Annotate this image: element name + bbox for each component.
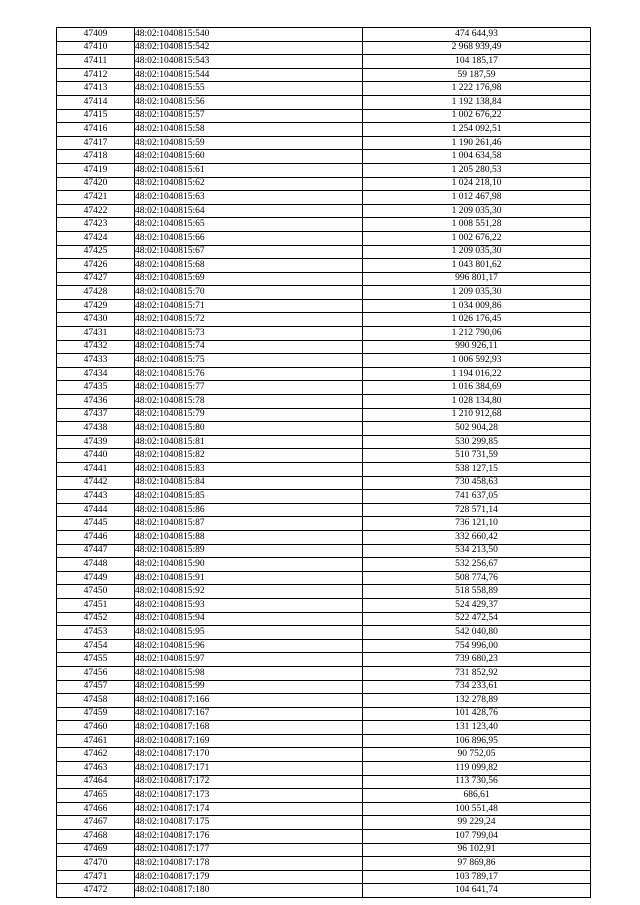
table-row — [57, 544, 591, 558]
cadastral-value-cell: 996 801,17 — [363, 272, 591, 286]
cadastral-number-cell: 48:02:1040815:82 — [135, 449, 363, 463]
cadastral-number-cell: 48:02:1040815:540 — [135, 28, 363, 42]
cadastral-value-cell: 530 299,85 — [363, 435, 591, 449]
row-number-cell: 47411 — [57, 55, 135, 69]
table-row — [57, 41, 591, 55]
cadastral-number-cell: 48:02:1040815:75 — [135, 354, 363, 368]
cadastral-value-cell: 736 121,10 — [363, 517, 591, 531]
row-number-cell: 47414 — [57, 95, 135, 109]
cadastral-value-cell: 731 852,92 — [363, 666, 591, 680]
cadastral-number-cell: 48:02:1040815:89 — [135, 544, 363, 558]
cadastral-number-cell: 48:02:1040815:86 — [135, 503, 363, 517]
row-number-cell: 47422 — [57, 204, 135, 218]
cadastral-value-cell: 508 774,76 — [363, 571, 591, 585]
cadastral-value-cell: 2 968 939,49 — [363, 41, 591, 55]
table-row — [57, 639, 591, 653]
table-row — [57, 422, 591, 436]
table-row — [57, 354, 591, 368]
cadastral-number-cell: 48:02:1040815:66 — [135, 231, 363, 245]
table-row — [57, 857, 591, 871]
cadastral-number-cell: 48:02:1040815:56 — [135, 95, 363, 109]
row-number-cell: 47433 — [57, 354, 135, 368]
table-row — [57, 299, 591, 313]
cadastral-number-cell: 48:02:1040815:68 — [135, 259, 363, 273]
row-number-cell: 47431 — [57, 327, 135, 341]
cadastral-number-cell: 48:02:1040815:93 — [135, 598, 363, 612]
cadastral-number-cell: 48:02:1040815:87 — [135, 517, 363, 531]
cadastral-number-cell: 48:02:1040815:72 — [135, 313, 363, 327]
row-number-cell: 47427 — [57, 272, 135, 286]
cadastral-value-cell: 1 209 035,30 — [363, 245, 591, 259]
table-row — [57, 95, 591, 109]
row-number-cell: 47429 — [57, 299, 135, 313]
cadastral-value-cell: 90 752,05 — [363, 748, 591, 762]
table-row — [57, 653, 591, 667]
table-row — [57, 327, 591, 341]
row-number-cell: 47439 — [57, 435, 135, 449]
cadastral-number-cell: 48:02:1040815:69 — [135, 272, 363, 286]
row-number-cell: 47472 — [57, 884, 135, 898]
cadastral-number-cell: 48:02:1040817:177 — [135, 843, 363, 857]
cadastral-value-cell: 1 190 261,46 — [363, 136, 591, 150]
cadastral-value-cell: 728 571,14 — [363, 503, 591, 517]
row-number-cell: 47413 — [57, 82, 135, 96]
row-number-cell: 47456 — [57, 666, 135, 680]
table-row — [57, 204, 591, 218]
table-row — [57, 395, 591, 409]
cadastral-value-cell: 99 229,24 — [363, 816, 591, 830]
cadastral-number-cell: 48:02:1040815:543 — [135, 55, 363, 69]
cadastral-number-cell: 48:02:1040817:171 — [135, 762, 363, 776]
table-row — [57, 367, 591, 381]
cadastral-number-cell: 48:02:1040817:174 — [135, 802, 363, 816]
cadastral-number-cell: 48:02:1040815:91 — [135, 571, 363, 585]
cadastral-value-cell: 100 551,48 — [363, 802, 591, 816]
cadastral-number-cell: 48:02:1040817:169 — [135, 734, 363, 748]
table-row — [57, 163, 591, 177]
row-number-cell: 47416 — [57, 123, 135, 137]
row-number-cell: 47440 — [57, 449, 135, 463]
row-number-cell: 47465 — [57, 789, 135, 803]
table-row — [57, 231, 591, 245]
cadastral-number-cell: 48:02:1040815:67 — [135, 245, 363, 259]
cadastral-number-cell: 48:02:1040815:70 — [135, 286, 363, 300]
table-row — [57, 259, 591, 273]
row-number-cell: 47441 — [57, 463, 135, 477]
row-number-cell: 47438 — [57, 422, 135, 436]
row-number-cell: 47445 — [57, 517, 135, 531]
row-number-cell: 47446 — [57, 530, 135, 544]
cadastral-value-cell: 474 644,93 — [363, 28, 591, 42]
cadastral-number-cell: 48:02:1040815:71 — [135, 299, 363, 313]
row-number-cell: 47412 — [57, 68, 135, 82]
cadastral-value-cell: 1 043 801,62 — [363, 259, 591, 273]
cadastral-number-cell: 48:02:1040817:175 — [135, 816, 363, 830]
row-number-cell: 47430 — [57, 313, 135, 327]
cadastral-number-cell: 48:02:1040815:95 — [135, 626, 363, 640]
table-row — [57, 218, 591, 232]
table-row — [57, 666, 591, 680]
cadastral-value-cell: 741 637,05 — [363, 490, 591, 504]
cadastral-value-cell: 132 278,89 — [363, 694, 591, 708]
table-row — [57, 775, 591, 789]
cadastral-number-cell: 48:02:1040815:79 — [135, 408, 363, 422]
row-number-cell: 47464 — [57, 775, 135, 789]
cadastral-value-cell: 734 233,61 — [363, 680, 591, 694]
cadastral-value-cell: 1 024 218,10 — [363, 177, 591, 191]
row-number-cell: 47460 — [57, 721, 135, 735]
row-number-cell: 47410 — [57, 41, 135, 55]
cadastral-number-cell: 48:02:1040815:74 — [135, 340, 363, 354]
cadastral-value-cell: 1 006 592,93 — [363, 354, 591, 368]
row-number-cell: 47432 — [57, 340, 135, 354]
row-number-cell: 47428 — [57, 286, 135, 300]
row-number-cell: 47435 — [57, 381, 135, 395]
cadastral-number-cell: 48:02:1040817:166 — [135, 694, 363, 708]
cadastral-value-cell: 1 012 467,98 — [363, 191, 591, 205]
table-row — [57, 435, 591, 449]
row-number-cell: 47452 — [57, 612, 135, 626]
row-number-cell: 47451 — [57, 598, 135, 612]
cadastral-number-cell: 48:02:1040815:78 — [135, 395, 363, 409]
row-number-cell: 47458 — [57, 694, 135, 708]
table-row — [57, 476, 591, 490]
cadastral-number-cell: 48:02:1040817:172 — [135, 775, 363, 789]
cadastral-value-cell: 104 641,74 — [363, 884, 591, 898]
cadastral-value-cell: 754 996,00 — [363, 639, 591, 653]
cadastral-number-cell: 48:02:1040815:60 — [135, 150, 363, 164]
cadastral-value-cell: 1 002 676,22 — [363, 231, 591, 245]
table-row — [57, 408, 591, 422]
cadastral-value-cell: 131 123,40 — [363, 721, 591, 735]
cadastral-value-cell: 510 731,59 — [363, 449, 591, 463]
row-number-cell: 47462 — [57, 748, 135, 762]
table-row — [57, 245, 591, 259]
cadastral-value-cell: 101 428,76 — [363, 707, 591, 721]
table-row — [57, 626, 591, 640]
table-row — [57, 463, 591, 477]
row-number-cell: 47461 — [57, 734, 135, 748]
table-row — [57, 28, 591, 42]
cadastral-number-cell: 48:02:1040815:83 — [135, 463, 363, 477]
row-number-cell: 47471 — [57, 870, 135, 884]
cadastral-number-cell: 48:02:1040817:179 — [135, 870, 363, 884]
cadastral-number-cell: 48:02:1040815:84 — [135, 476, 363, 490]
cadastral-value-cell: 104 185,17 — [363, 55, 591, 69]
cadastral-number-cell: 48:02:1040817:167 — [135, 707, 363, 721]
table-row — [57, 136, 591, 150]
cadastral-number-cell: 48:02:1040815:80 — [135, 422, 363, 436]
cadastral-number-cell: 48:02:1040815:62 — [135, 177, 363, 191]
cadastral-value-cell: 1 002 676,22 — [363, 109, 591, 123]
table-row — [57, 694, 591, 708]
table-row — [57, 381, 591, 395]
cadastral-value-cell: 119 099,82 — [363, 762, 591, 776]
table-row — [57, 150, 591, 164]
row-number-cell: 47421 — [57, 191, 135, 205]
cadastral-number-cell: 48:02:1040815:99 — [135, 680, 363, 694]
cadastral-number-cell: 48:02:1040815:76 — [135, 367, 363, 381]
table-row — [57, 870, 591, 884]
row-number-cell: 47468 — [57, 830, 135, 844]
table-row — [57, 490, 591, 504]
cadastral-number-cell: 48:02:1040815:61 — [135, 163, 363, 177]
cadastral-value-cell: 96 102,91 — [363, 843, 591, 857]
cadastral-number-cell: 48:02:1040817:176 — [135, 830, 363, 844]
cadastral-value-cell: 1 194 016,22 — [363, 367, 591, 381]
row-number-cell: 47434 — [57, 367, 135, 381]
row-number-cell: 47457 — [57, 680, 135, 694]
row-number-cell: 47449 — [57, 571, 135, 585]
cadastral-value-cell: 1 008 551,28 — [363, 218, 591, 232]
cadastral-number-cell: 48:02:1040815:63 — [135, 191, 363, 205]
cadastral-value-cell: 739 680,23 — [363, 653, 591, 667]
cadastral-number-cell: 48:02:1040815:542 — [135, 41, 363, 55]
row-number-cell: 47418 — [57, 150, 135, 164]
cadastral-value-cell: 59 187,59 — [363, 68, 591, 82]
table-row — [57, 191, 591, 205]
cadastral-value-cell: 103 789,17 — [363, 870, 591, 884]
table-row — [57, 286, 591, 300]
table-row — [57, 313, 591, 327]
cadastral-value-cell: 1 210 912,68 — [363, 408, 591, 422]
row-number-cell: 47425 — [57, 245, 135, 259]
cadastral-number-cell: 48:02:1040815:88 — [135, 530, 363, 544]
cadastral-number-cell: 48:02:1040815:65 — [135, 218, 363, 232]
row-number-cell: 47447 — [57, 544, 135, 558]
cadastral-value-cell: 1 205 280,53 — [363, 163, 591, 177]
row-number-cell: 47443 — [57, 490, 135, 504]
cadastral-value-cell: 686,61 — [363, 789, 591, 803]
cadastral-value-cell: 1 212 790,06 — [363, 327, 591, 341]
cadastral-number-cell: 48:02:1040815:57 — [135, 109, 363, 123]
cadastral-value-cell: 1 034 009,86 — [363, 299, 591, 313]
table-row — [57, 109, 591, 123]
cadastral-value-cell: 524 429,37 — [363, 598, 591, 612]
table-row — [57, 55, 591, 69]
row-number-cell: 47448 — [57, 558, 135, 572]
row-number-cell: 47466 — [57, 802, 135, 816]
table-row — [57, 762, 591, 776]
row-number-cell: 47409 — [57, 28, 135, 42]
cadastral-number-cell: 48:02:1040815:64 — [135, 204, 363, 218]
cadastral-number-cell: 48:02:1040815:544 — [135, 68, 363, 82]
row-number-cell: 47417 — [57, 136, 135, 150]
row-number-cell: 47467 — [57, 816, 135, 830]
row-number-cell: 47426 — [57, 259, 135, 273]
cadastral-value-cell: 522 472,54 — [363, 612, 591, 626]
cadastral-number-cell: 48:02:1040815:81 — [135, 435, 363, 449]
cadastral-value-cell: 532 256,67 — [363, 558, 591, 572]
row-number-cell: 47420 — [57, 177, 135, 191]
row-number-cell: 47442 — [57, 476, 135, 490]
table-row — [57, 123, 591, 137]
row-number-cell: 47436 — [57, 395, 135, 409]
cadastral-number-cell: 48:02:1040815:90 — [135, 558, 363, 572]
table-row — [57, 530, 591, 544]
row-number-cell: 47415 — [57, 109, 135, 123]
table-row — [57, 680, 591, 694]
table-row — [57, 802, 591, 816]
row-number-cell: 47453 — [57, 626, 135, 640]
table-row — [57, 721, 591, 735]
cadastral-value-cell: 990 926,11 — [363, 340, 591, 354]
cadastral-value-cell: 113 730,56 — [363, 775, 591, 789]
cadastral-number-cell: 48:02:1040815:94 — [135, 612, 363, 626]
table-row — [57, 585, 591, 599]
table-row — [57, 598, 591, 612]
table-row — [57, 830, 591, 844]
cadastral-value-table — [56, 27, 591, 898]
cadastral-number-cell: 48:02:1040817:170 — [135, 748, 363, 762]
table-row — [57, 748, 591, 762]
table-row — [57, 177, 591, 191]
table-row — [57, 843, 591, 857]
table-row — [57, 707, 591, 721]
cadastral-number-cell: 48:02:1040815:55 — [135, 82, 363, 96]
cadastral-value-cell: 97 869,86 — [363, 857, 591, 871]
row-number-cell: 47437 — [57, 408, 135, 422]
cadastral-value-cell: 1 192 138,84 — [363, 95, 591, 109]
cadastral-value-cell: 1 209 035,30 — [363, 286, 591, 300]
cadastral-number-cell: 48:02:1040817:173 — [135, 789, 363, 803]
cadastral-number-cell: 48:02:1040815:59 — [135, 136, 363, 150]
cadastral-value-cell: 542 040,80 — [363, 626, 591, 640]
cadastral-number-cell: 48:02:1040815:58 — [135, 123, 363, 137]
cadastral-value-cell: 1 026 176,45 — [363, 313, 591, 327]
row-number-cell: 47459 — [57, 707, 135, 721]
cadastral-value-cell: 1 016 384,69 — [363, 381, 591, 395]
cadastral-value-cell: 534 213,50 — [363, 544, 591, 558]
table-row — [57, 449, 591, 463]
cadastral-number-cell: 48:02:1040815:77 — [135, 381, 363, 395]
cadastral-value-cell: 332 660,42 — [363, 530, 591, 544]
cadastral-number-cell: 48:02:1040815:97 — [135, 653, 363, 667]
table-row — [57, 816, 591, 830]
table-row — [57, 503, 591, 517]
cadastral-value-cell: 538 127,15 — [363, 463, 591, 477]
row-number-cell: 47450 — [57, 585, 135, 599]
cadastral-value-cell: 107 799,04 — [363, 830, 591, 844]
row-number-cell: 47455 — [57, 653, 135, 667]
cadastral-value-cell: 1 254 092,51 — [363, 123, 591, 137]
cadastral-value-cell: 1 209 035,30 — [363, 204, 591, 218]
row-number-cell: 47470 — [57, 857, 135, 871]
row-number-cell: 47463 — [57, 762, 135, 776]
cadastral-number-cell: 48:02:1040815:96 — [135, 639, 363, 653]
table-row — [57, 272, 591, 286]
cadastral-number-cell: 48:02:1040815:85 — [135, 490, 363, 504]
table-row — [57, 82, 591, 96]
row-number-cell: 47424 — [57, 231, 135, 245]
cadastral-number-cell: 48:02:1040817:168 — [135, 721, 363, 735]
cadastral-number-cell: 48:02:1040817:178 — [135, 857, 363, 871]
cadastral-value-cell: 518 558,89 — [363, 585, 591, 599]
cadastral-number-cell: 48:02:1040817:180 — [135, 884, 363, 898]
row-number-cell: 47423 — [57, 218, 135, 232]
row-number-cell: 47419 — [57, 163, 135, 177]
cadastral-value-cell: 1 222 176,98 — [363, 82, 591, 96]
table-row — [57, 884, 591, 898]
row-number-cell: 47444 — [57, 503, 135, 517]
table-body — [57, 28, 591, 898]
cadastral-number-cell: 48:02:1040815:98 — [135, 666, 363, 680]
table-row — [57, 734, 591, 748]
table-row — [57, 517, 591, 531]
cadastral-value-cell: 502 904,28 — [363, 422, 591, 436]
table-row — [57, 789, 591, 803]
cadastral-value-cell: 1 028 134,80 — [363, 395, 591, 409]
table-row — [57, 571, 591, 585]
table-row — [57, 558, 591, 572]
table-row — [57, 68, 591, 82]
cadastral-value-cell: 1 004 634,58 — [363, 150, 591, 164]
row-number-cell: 47454 — [57, 639, 135, 653]
cadastral-number-cell: 48:02:1040815:73 — [135, 327, 363, 341]
table-row — [57, 340, 591, 354]
cadastral-number-cell: 48:02:1040815:92 — [135, 585, 363, 599]
row-number-cell: 47469 — [57, 843, 135, 857]
cadastral-value-cell: 106 896,95 — [363, 734, 591, 748]
table-row — [57, 612, 591, 626]
cadastral-value-cell: 730 458,63 — [363, 476, 591, 490]
